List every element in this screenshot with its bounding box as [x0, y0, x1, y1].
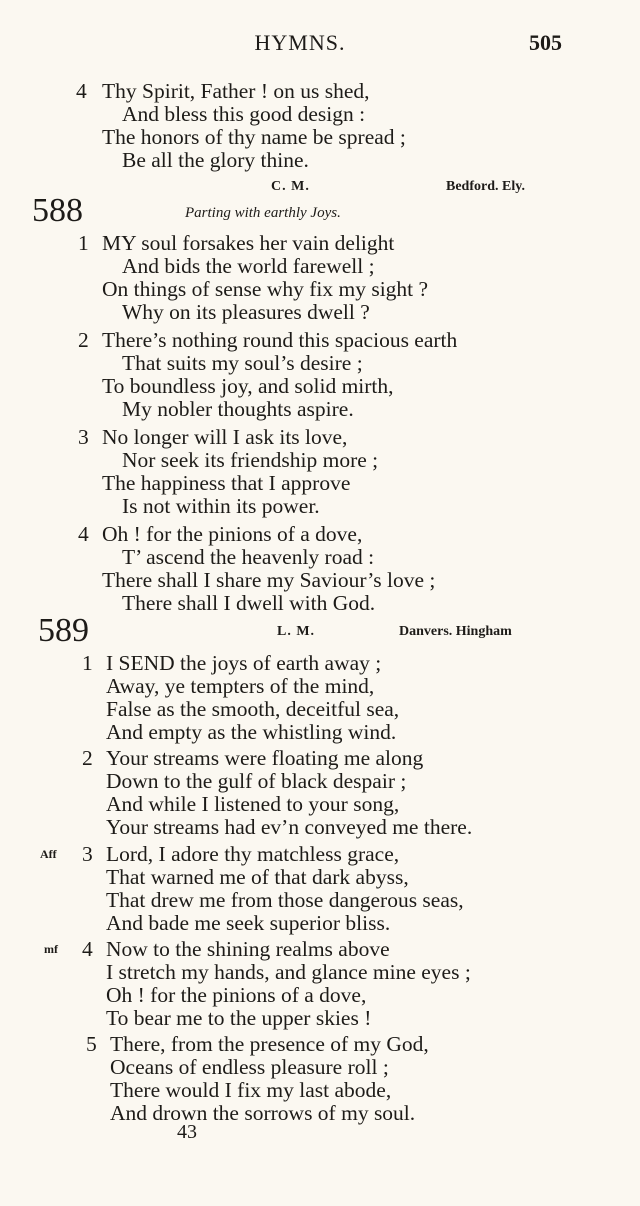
verse-line: There shall I share my Saviour’s love ; [102, 568, 436, 592]
verse-line: Lord, I adore thy matchless grace, [106, 842, 400, 866]
verse-line: Away, ye tempters of the mind, [106, 674, 375, 698]
verse-line: That drew me from those dangerous seas, [106, 888, 464, 912]
verse-line: Your streams were floating me along [106, 746, 424, 770]
verse-line: Now to the shining realms above [106, 937, 390, 961]
verse-line: Oh ! for the pinions of a dove, [106, 983, 367, 1007]
hymn-subtitle: Parting with earthly Joys. [185, 205, 341, 221]
verse-line: My nobler thoughts aspire. [122, 397, 354, 421]
verse-number: 4 [78, 522, 89, 546]
verse-line: To bear me to the upper skies ! [106, 1006, 372, 1030]
signature-mark: 43 [177, 1121, 197, 1143]
dynamic-marking: mf [44, 942, 58, 956]
verse-line: There shall I dwell with God. [122, 591, 376, 615]
verse-line: That warned me of that dark abyss, [106, 865, 409, 889]
verse-line: And bless this good design : [122, 102, 366, 126]
verse-line: Nor seek its friendship more ; [122, 448, 379, 472]
verse-line: Your streams had ev’n conveyed me there. [106, 815, 473, 839]
hymn-number: 589 [38, 612, 89, 649]
verse-line: Down to the gulf of black despair ; [106, 769, 407, 793]
verse-line: There, from the presence of my God, [110, 1032, 429, 1056]
verse-number: 1 [78, 231, 89, 255]
verse-line: Oh ! for the pinions of a dove, [102, 522, 363, 546]
verse-number: 5 [86, 1032, 97, 1056]
verse-line: No longer will I ask its love, [102, 425, 348, 449]
verse-line: Why on its pleasures dwell ? [122, 300, 370, 324]
verse-number: 4 [76, 79, 87, 103]
verse-line: And while I listened to your song, [106, 792, 400, 816]
verse-line: Thy Spirit, Father ! on us shed, [102, 79, 370, 103]
verse-number: 2 [82, 746, 93, 770]
verse-line: Is not within its power. [122, 494, 320, 518]
verse-line: False as the smooth, deceitful sea, [106, 697, 400, 721]
verse-line: I SEND the joys of earth away ; [106, 651, 382, 675]
hymn-meter: L. M. [277, 624, 316, 639]
verse-line: There would I fix my last abode, [110, 1078, 392, 1102]
verse-line: I stretch my hands, and glance mine eyes ; [106, 960, 471, 984]
hymn-meter: C. M. [271, 179, 310, 194]
verse-line: Oceans of endless pleasure roll ; [110, 1055, 389, 1079]
page-header [0, 30, 640, 60]
page-number: 505 [529, 30, 562, 55]
verse-line: There’s nothing round this spacious earth [102, 328, 458, 352]
verse-line: Be all the glory thine. [122, 148, 309, 172]
verse-number: 2 [78, 328, 89, 352]
hymn-number: 588 [32, 192, 83, 229]
verse-number: 4 [82, 937, 93, 961]
verse-line: That suits my soul’s desire ; [122, 351, 363, 375]
verse-line: And empty as the whistling wind. [106, 720, 397, 744]
verse-line: The honors of thy name be spread ; [102, 125, 406, 149]
verse-line: On things of sense why fix my sight ? [102, 277, 429, 301]
hymn-tunes: Bedford. Ely. [446, 179, 525, 194]
verse-number: 3 [78, 425, 89, 449]
verse-line: T’ ascend the heavenly road : [122, 545, 375, 569]
dynamic-marking: Aff [40, 847, 57, 861]
verse-line: To boundless joy, and solid mirth, [102, 374, 394, 398]
hymn-tunes: Danvers. Hingham [399, 624, 512, 639]
verse-number: 1 [82, 651, 93, 675]
verse-line: And bade me seek superior bliss. [106, 911, 391, 935]
verse-line: And bids the world farewell ; [122, 254, 375, 278]
verse-line: And drown the sorrows of my soul. [110, 1101, 416, 1125]
running-title: HYMNS. [254, 30, 346, 55]
verse-number: 3 [82, 842, 93, 866]
verse-line: The happiness that I approve [102, 471, 351, 495]
verse-line: MY soul forsakes her vain delight [102, 231, 395, 255]
